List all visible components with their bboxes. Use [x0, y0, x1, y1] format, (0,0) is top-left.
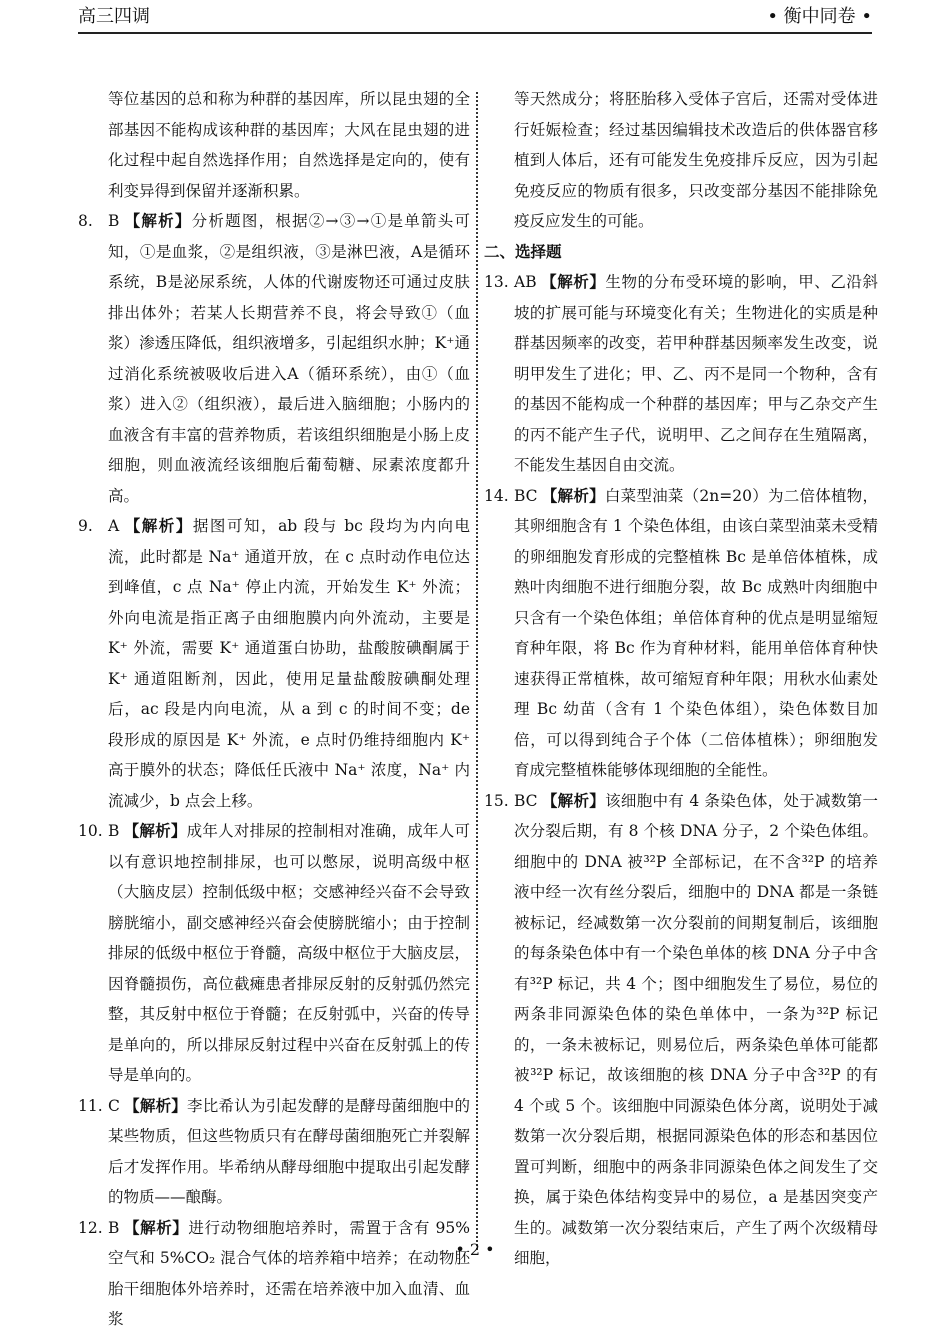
answer-item-8 [78, 206, 470, 511]
analysis-tag: 【解析】 [123, 1095, 188, 1115]
answer-item-12 [78, 1213, 470, 1335]
item-number: 13. [484, 273, 509, 291]
item-answer: BC [514, 791, 538, 810]
answer-item-10 [78, 816, 470, 1091]
analysis-tag: 【解析】 [540, 272, 606, 291]
answer-item-11 [78, 1091, 470, 1213]
item-number: 14. [484, 486, 509, 505]
item-text: 据图可知，ab 段与 bc 段均为内向电流，此时都是 Na⁺ 通道开放，在 c 点时动作电位达到峰值，c 点 Na⁺ 停止内流，开始发生 K⁺ 外流；外向电流是指正离子由细胞膜内向外流动，主要是 K⁺ 外流，需要 K⁺ 通道蛋白协助，盐酸胺碘酮属于 K⁺ 通道阻断剂，因此，使用足量盐酸胺碘酮处理后，ac 段是内向电流，从 a 到 c 的时间不变；de 段形成的原因是 K⁺ 外流，e 点时仍维持细胞内 K⁺ 高于膜外的状态；降低任氏液中 Na⁺ 浓度，Na⁺ 内流减少，b 点会上移。 [108, 517, 470, 810]
analysis-tag: 【解析】 [123, 211, 192, 230]
continuation-text: 等天然成分；将胚胎移入受体子宫后，还需对受体进行妊娠检查；经过基因编辑技术改造后的供体器官移植到人体后，还有可能发生免疫排斥反应，因为引起免疫反应的物质有很多，只改变部分基因不能排除免疫反应发生的可能。 [514, 90, 878, 230]
item-answer: B [108, 822, 120, 840]
analysis-tag: 【解析】 [123, 1217, 189, 1237]
item-number: 9. [78, 517, 93, 535]
item-answer: A [108, 517, 120, 535]
continuation-text: 等位基因的总和称为种群的基因库，所以昆虫翅的全部基因不能构成该种群的基因库；大风在昆虫翅的进化过程中起自然选择作用；自然选择是定向的，使有利变异得到保留并逐渐积累。 [108, 90, 470, 200]
page-header [78, 0, 872, 34]
answer-item-15 [484, 786, 878, 1274]
section-title: 二、选择题 [484, 241, 562, 261]
item-text: 生物的分布受环境的影响，甲、乙沿斜坡的扩展可能与环境变化有关；生物进化的实质是种群基因频率的改变，若甲种群基因频率发生改变，说明甲发生了进化；甲、乙、丙不是同一个物种，含有的基因不能构成一个种群的基因库；甲与乙杂交产生的丙不能产生子代，说明甲、乙之间存在生殖隔离，不能发生基因自由交流。 [514, 273, 878, 474]
right-column [484, 84, 878, 1274]
item-text: 李比希认为引起发酵的是酵母菌细胞中的某些物质，但这些物质只有在酵母菌细胞死亡并裂解后才发挥作用。毕希纳从酵母细胞中提取出引起发酵的物质——酿酶。 [108, 1096, 470, 1206]
item-number: 15. [484, 791, 509, 810]
left-column [78, 84, 470, 1335]
item-text: 进行动物细胞培养时，需置于含有 95%空气和 5%CO₂ 混合气体的培养箱中培养；在动物胚胎干细胞体外培养时，还需在培养液中加入血清、血浆 [108, 1218, 470, 1328]
item-answer: BC [514, 486, 538, 505]
column-divider [476, 92, 478, 1250]
analysis-tag: 【解析】 [123, 516, 193, 535]
item-text: 分析题图，根据②→③→①是单箭头可知，①是血浆，②是组织液，③是淋巴液，A是循环系统，B是泌尿系统，人体的代谢废物还可通过皮肤排出体外；若某人长期营养不良，将会导致①（血浆）渗透压降低，组织液增多，引起组织水肿；K⁺通过消化系统被吸收后进入A（循环系统），由①（血浆）进入②（组织液），最后进入脑细胞；小肠内的血液含有丰富的营养物质，若该组织细胞是小肠上皮细胞，则血液流经该细胞后葡萄糖、尿素浓度都升高。 [108, 212, 470, 505]
header-brand: • 衡中同卷 • [767, 6, 872, 27]
item-answer: C [108, 1096, 120, 1115]
answer-item-13 [484, 267, 878, 481]
answer-item-9 [78, 511, 470, 816]
page-number: • 2 • [455, 1240, 495, 1259]
item-number: 10. [78, 822, 103, 840]
item-number: 12. [78, 1218, 103, 1237]
item-answer: B [108, 212, 120, 230]
item-text: 该细胞中有 4 条染色体，处于减数第一次分裂后期，有 8 个核 DNA 分子，2 个染色体组。细胞中的 DNA 被³²P 全部标记，在不含³²P 的培养液中经一次有丝分裂后，细胞中的 DNA 都是一条链被标记，经减数第一次分裂前的间期复制后，该细胞的每条染色体中有一个染色单体的核 DNA 分子中含有³²P 标记，共 4 个；图中细胞发生了易位，易位的两条非同源染色体的染色单体中，一条为³²P 标记的，一条未被标记，则易位后，两条染色单体可能都被³²P 标记，故该细胞的核 DNA 分子中含³²P 的有 4 个或 5 个。该细胞中同源染色体分离，说明处于减数第一次分裂后期，根据同源染色体的形态和基因位置可判断，细胞中的两条非同源染色体之间发生了交换，属于染色体结构变异中的易位，a 是基因突变产生的。减数第一次分裂结束后，产生了两个次级精母细胞， [514, 791, 878, 1267]
header-title: 高三四调 [78, 6, 150, 27]
item-number: 11. [78, 1096, 103, 1115]
item-text: 白菜型油菜（2n=20）为二倍体植物，其卵细胞含有 1 个染色体组，由该白菜型油菜未受精的卵细胞发育形成的完整植株 Bc 是单倍体植株，成熟叶肉细胞不进行细胞分裂，故 Bc 成熟叶肉细胞中只含有一个染色体组；单倍体育种的优点是明显缩短育种年限，将 Bc 作为育种材料，能用单倍体育种快速获得正常植株，故可缩短育种年限；用秋水仙素处理 Bc 幼苗（含有 1 个染色体组），染色体数目加倍，可以得到纯合子个体（二倍体植株）；卵细胞发育成完整植株能够体现细胞的全能性。 [514, 486, 878, 779]
analysis-tag: 【解析】 [123, 821, 187, 840]
item-text: 成年人对排尿的控制相对准确，成年人可以有意识地控制排尿，也可以憋尿，说明高级中枢（大脑皮层）控制低级中枢；交感神经兴奋不会导致膀胱缩小，副交感神经兴奋会使膀胱缩小；由于控制排尿的低级中枢位于脊髓，高级中枢位于大脑皮层，因脊髓损伤，高位截瘫患者排尿反射的反射弧仍然完整，其反射中枢位于脊髓；在反射弧中，兴奋的传导是单向的，所以排尿反射过程中兴奋在反射弧上的传导是单向的。 [108, 822, 470, 1084]
analysis-tag: 【解析】 [541, 790, 606, 810]
analysis-tag: 【解析】 [541, 485, 605, 505]
item-number: 8. [78, 212, 93, 230]
item-answer: B [108, 1218, 120, 1237]
answer-item-14 [484, 481, 878, 786]
item-answer: AB [514, 273, 537, 291]
